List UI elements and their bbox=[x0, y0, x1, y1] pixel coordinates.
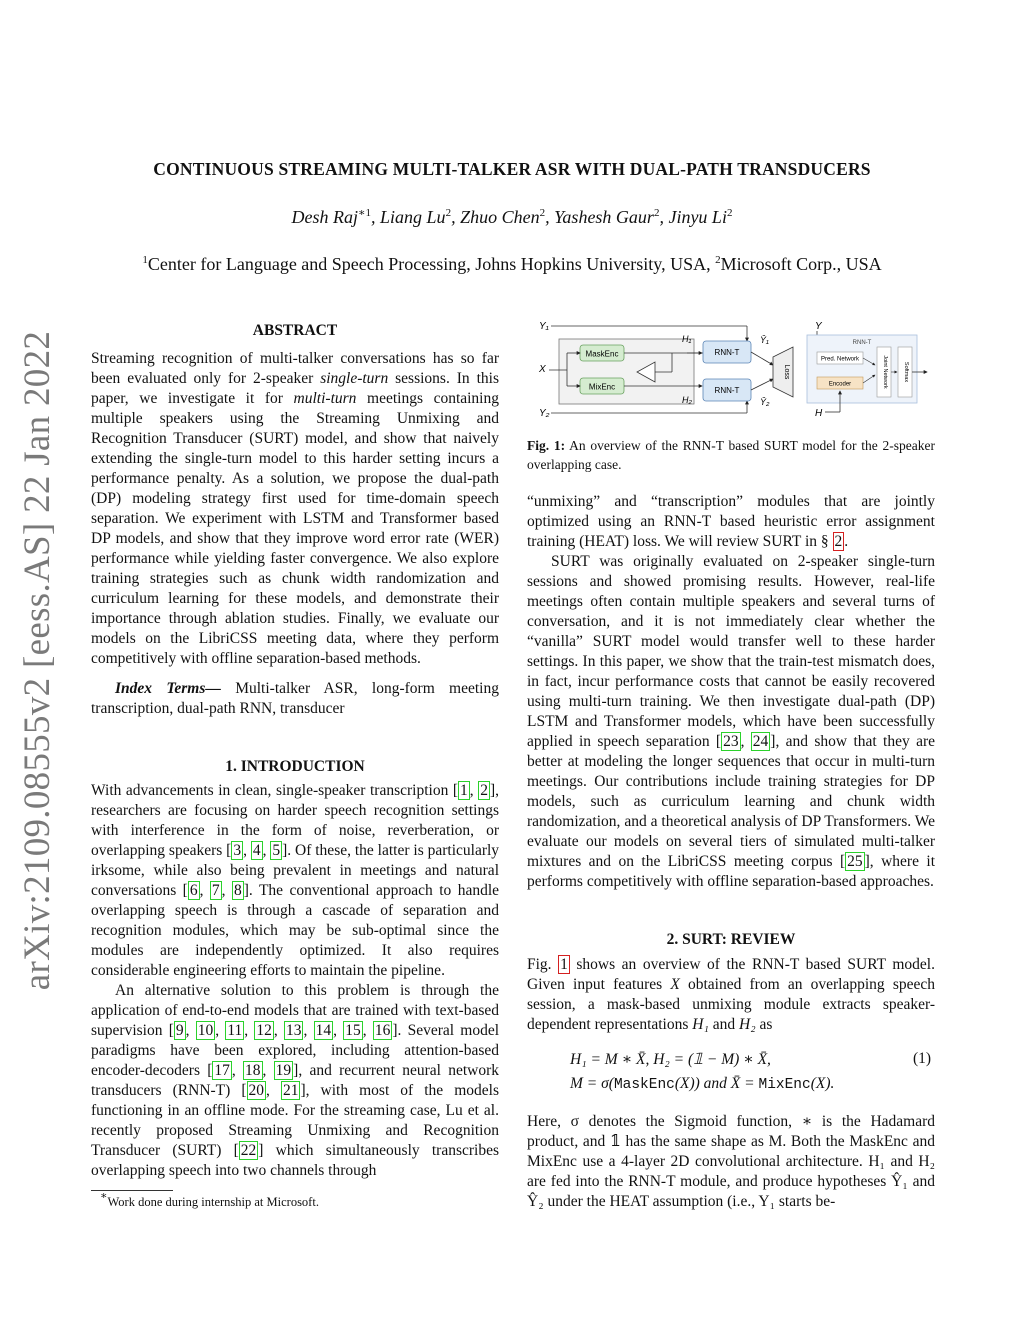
yhat1-label: Ŷ₁ bbox=[760, 335, 769, 345]
right-paragraph-3: Fig. 1 shows an overview of the RNN-T based SURT model. Given input features X obtained from an overlapping speech session, a mask-based unmixing module extracts speaker-dependent representations H₁ and H₂ as bbox=[527, 956, 936, 1033]
intro-paragraph-1: With advancements in clean, single-speaker transcription [ 1 , 2 ], researchers are focusing on harder speech recognition settings with interference in the form of noise, reverberation, or overlapping speakers [ 3 , 4 , 5 ]. Of these, the latter is particularly irksome, while also being prevalent in meetings and natural conversations [ 6 , 7 , 8 ]. The conventional approach to handle overlapping speech is through a cascade of separation and recognition modules, which may be sub-optimal since the modules are independently optimized. It also requires considerable engineering efforts to maintain the pipeline. bbox=[91, 782, 500, 979]
citation-link[interactable]: 8 bbox=[234, 882, 242, 899]
y1-label: Y₁ bbox=[539, 321, 549, 332]
paper-title: CONTINUOUS STREAMING MULTI-TALKER ASR WITH DUAL-PATH TRANSDUCERS bbox=[153, 159, 871, 179]
citation-link[interactable]: 22 bbox=[240, 1142, 257, 1159]
right-column-text bbox=[527, 492, 935, 892]
citation-link[interactable]: 24 bbox=[752, 733, 769, 750]
citation-link[interactable]: 21 bbox=[282, 1082, 299, 1099]
index-terms: Index Terms— Multi-talker ASR, long-form meeting transcription, dual-path RNN, transducer bbox=[91, 680, 499, 717]
rnnt-label-2: RNN-T bbox=[714, 386, 740, 395]
loss-label: Loss bbox=[783, 364, 790, 380]
softmax-label: Softmax bbox=[903, 361, 909, 383]
equation-1-line-1: H₁ = M ∗ X̄, H₂ = (𝟙 − M) ∗ X̄, bbox=[570, 1051, 771, 1068]
citation-link[interactable]: 10 bbox=[197, 1022, 214, 1039]
author-name: Desh Raj bbox=[291, 207, 359, 227]
citation-link[interactable]: 7 bbox=[211, 882, 220, 899]
equation-1-line-2: M = σ(MaskEnc(X)) and X̄ = MixEnc(X). bbox=[570, 1075, 835, 1093]
citation-link[interactable]: 1 bbox=[460, 782, 468, 799]
h2-label: H₂ bbox=[682, 395, 692, 405]
right-paragraph-4: Here, σ denotes the Sigmoid function, ∗ is the Hadamard product, and 𝟙 has the same shape as M. Both the MaskEnc and MixEnc use a 4-layer 2D convolutional architecture. H₁ and H₂ are fed into the RNN-T module, and produce hypotheses Ŷ₁ and Ŷ₂ under the HEAT assumption (i.e., Y₁ starts be- bbox=[527, 1113, 935, 1210]
author-name: Liang Lu bbox=[380, 207, 446, 227]
abstract-section bbox=[91, 322, 499, 719]
arxiv-identifier: arXiv:2109.08555v2 [eess.AS] 22 Jan 2022 bbox=[17, 330, 59, 990]
figure-caption: Fig. 1: An overview of the RNN-T based SURT model for the 2-speaker overlapping case. bbox=[527, 438, 935, 472]
citation-link[interactable]: 3 bbox=[233, 842, 242, 859]
abstract-heading: ABSTRACT bbox=[252, 322, 338, 339]
rnnt-detail-title: RNN-T bbox=[852, 340, 872, 346]
pred-network-label: Pred. Network bbox=[820, 356, 860, 363]
input-x-label: X bbox=[539, 364, 546, 375]
citation-link[interactable]: 5 bbox=[272, 842, 281, 859]
h1-label: H₁ bbox=[682, 334, 692, 344]
intro-heading: 1. INTRODUCTION bbox=[225, 758, 365, 775]
joint-network-label: Joint Network bbox=[882, 355, 888, 389]
citation-link[interactable]: 4 bbox=[252, 842, 261, 859]
citation-link[interactable]: 12 bbox=[256, 1022, 272, 1039]
citation-link[interactable]: 18 bbox=[245, 1062, 261, 1079]
citation-link[interactable]: 17 bbox=[214, 1062, 230, 1079]
y2-label: Y₂ bbox=[539, 408, 550, 419]
citation-link[interactable]: 16 bbox=[374, 1022, 391, 1039]
mixenc-label: MixEnc bbox=[588, 382, 616, 392]
affiliations: $^1$Center for Language and Speech Processing, Johns Hopkins University, USA, $^2$Microsoft Corp., USA bbox=[142, 254, 882, 274]
y-label: Y bbox=[815, 321, 822, 332]
citation-link[interactable]: 20 bbox=[248, 1082, 265, 1099]
section-link[interactable]: 2 bbox=[834, 533, 843, 550]
section-2-continued bbox=[527, 1112, 935, 1212]
introduction-section bbox=[91, 758, 499, 1181]
right-paragraph-1: “unmixing” and “transcription” modules that are jointly optimized using an RNN-T based heuristic error assignment training (HEAT) loss. We will review SURT in § 2 . bbox=[527, 493, 935, 550]
abstract-text: Streaming recognition of multi-talker conversations has so far been evaluated only for 2-speaker single-turn sessions. In this paper, we investigate it for multi-turn meetings containing multiple speakers using the Streaming Unmixing and Recognition Transducer (SURT) model, and show that naively extending the single-turn model to this harder setting incurs a performance penalty. As a solution, we propose the dual-path (DP) modeling strategy first used for time-domain speech separation. We experiment with LSTM and Transformer based DP models, and show that they improve word error rate (WER) performance while yielding faster convergence. We also explore training strategies such as chunk width randomization and curriculum learning for these models, and demonstrate their importance through ablation studies. Finally, we evaluate our models on the LibriCSS meeting data, where they perform competitively with offline separation-based methods. bbox=[91, 350, 500, 667]
h-label: H bbox=[815, 408, 823, 419]
intro-paragraph-2: An alternative solution to this problem is through the application of end-to-end models that are trained with text-based supervision [ 9 , 10 , 11 , 12 , 13 , 14 , 15 , 16 ]. Several model paradigms have been explored, including attention-based encoder-decoders [ 17 , 18 , 19 ], and recurrent neural network transducers (RNN-T) [ 20 , 21 ], with most of the models functioning in an offline mode. For the streaming case, Lu et al. recently proposed Streaming Unmixing and Recognition Transducer (SURT) [ 22 ] which simultaneously transcribes overlapping speech into two channels through bbox=[91, 982, 500, 1179]
citation-link[interactable]: 25 bbox=[847, 853, 863, 870]
rnnt-label-1: RNN-T bbox=[714, 348, 740, 357]
author-name: Yashesh Gaur bbox=[554, 207, 654, 227]
surt-model-diagram bbox=[527, 315, 935, 425]
section-2-heading: 2. SURT: REVIEW bbox=[666, 931, 796, 948]
unmixing-module-box bbox=[559, 339, 694, 404]
encoder-label: Encoder bbox=[828, 381, 852, 388]
equation-number: (1) bbox=[913, 1050, 932, 1067]
author-name: Jinyu Li bbox=[668, 207, 727, 227]
citation-link[interactable]: 11 bbox=[227, 1022, 243, 1039]
figure-link[interactable]: 1 bbox=[560, 956, 568, 973]
footnote: ∗Work done during internship at Microsoft. bbox=[100, 1190, 319, 1209]
citation-link[interactable]: 15 bbox=[345, 1022, 361, 1039]
author-list: Desh Raj$^{∗1}$, Liang Lu$^2$, Zhuo Chen$^2$, Yashesh Gaur$^2$, Jinyu Li$^2$ bbox=[291, 207, 733, 227]
citation-link[interactable]: 6 bbox=[189, 882, 198, 899]
section-2-text bbox=[527, 955, 935, 1035]
citation-link[interactable]: 2 bbox=[480, 782, 488, 799]
citation-link[interactable]: 23 bbox=[723, 733, 739, 750]
author-name: Zhuo Chen bbox=[460, 207, 540, 227]
citation-link[interactable]: 14 bbox=[315, 1022, 332, 1039]
citation-link[interactable]: 9 bbox=[175, 1022, 184, 1039]
citation-link[interactable]: 13 bbox=[285, 1022, 302, 1039]
citation-link[interactable]: 19 bbox=[275, 1062, 292, 1079]
right-paragraph-2: SURT was originally evaluated on 2-speaker single-turn sessions and showed promising results. However, real-life meetings often contain multiple speakers and several turns of conversation, and it is not immediately clear whether the “vanilla” SURT model would transfer well to these harder settings. In this paper, we show that the train-test mismatch does, in fact, incur performance costs that cannot be easily recovered using multi-turn training. We then investigate dual-path (DP) LSTM and Transformer models, which have been successfully applied in speech separation [ 23 , 24 ], and show that they are better at modeling the longer sequences that occur in multi-turn meetings. Our contributions include training strategies for DP models, such as curriculum learning and chunk width randomization, and a theoretical analysis of DP Transformers. We evaluate our models on several tiers of simulated multi-talker mixtures and on the LibriCSS meeting corpus [ 25 ], where it performs competitively with offline separation-based approaches. bbox=[527, 553, 935, 890]
yhat2-label: Ŷ₂ bbox=[760, 397, 770, 407]
maskenc-label: MaskEnc bbox=[585, 349, 619, 359]
